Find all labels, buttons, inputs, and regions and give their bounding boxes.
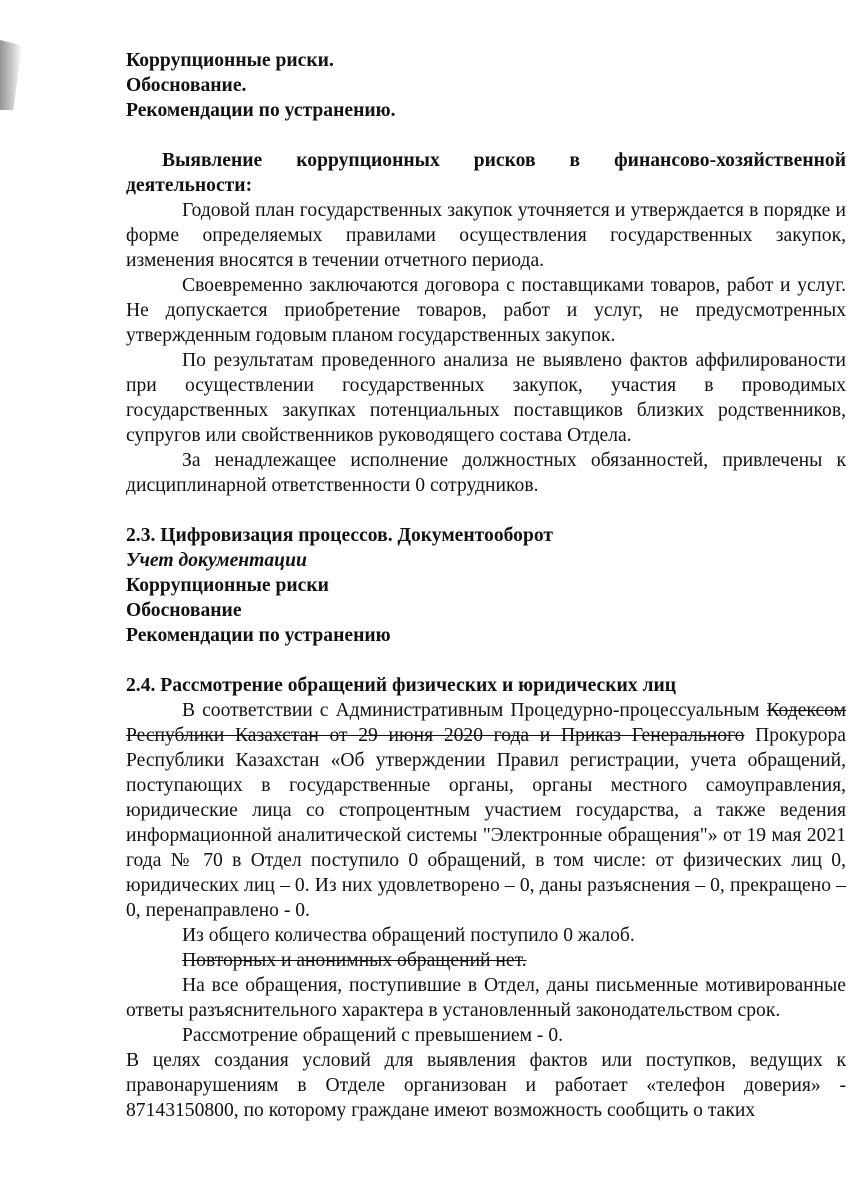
financial-section-heading: Выявление коррупционных рисков в финансово-хозяйственной деятельности:	[126, 150, 846, 196]
section-2-3-subheading: Учет документации	[126, 550, 307, 571]
paragraph-1-start: В соответствии с Административным Процедурно-процессуальным	[182, 700, 767, 721]
section-2-4-paragraph-1	[126, 698, 846, 923]
section-2-4-paragraph-4: На все обращения, поступившие в Отдел, даны письменные мотивированные ответы разъяснительного характера в установленный законодательством срок.	[126, 975, 846, 1021]
paragraph-1-end: Прокурора Республики Казахстан «Об утверждении Правил регистрации, учета обращений, поступающих в государственные органы, органы местного самоуправления, юридические лица со стопроцентным участием государства, а также ведения информационной аналитической системы "Электронные обращения"» от 19 мая 2021 года № 70 в Отдел поступило 0 обращений, в том числе: от физических лиц 0, юридических лиц – 0. Из них удовлетворено – 0, даны разъяснения – 0, прекращено – 0, перенаправлено - 0.	[126, 725, 846, 921]
section-2-3-line-recommendations: Рекомендации по устранению	[126, 625, 391, 646]
section-2-4-paragraph-2: Из общего количества обращений поступило 0 жалоб.	[182, 925, 635, 946]
financial-paragraph-2: Своевременно заключаются договора с поставщиками товаров, работ и услуг. Не допускается приобретение товаров, работ и услуг, не предусмотренных утвержденным годовым планом государственных закупок.	[126, 275, 846, 346]
heading-recommendations: Рекомендации по устранению.	[126, 100, 396, 121]
section-2-3-line-justification: Обоснование	[126, 600, 242, 621]
section-2-4-paragraph-5: Рассмотрение обращений с превышением - 0.	[182, 1025, 564, 1046]
section-2-4-paragraph-3	[126, 948, 846, 973]
heading-corruption-risks: Коррупционные риски.	[126, 50, 334, 71]
section-2-3-heading: 2.3. Цифровизация процессов. Документооборот	[126, 525, 554, 546]
scan-edge-shadow	[0, 40, 22, 110]
heading-justification: Обоснование.	[126, 75, 247, 96]
section-2-4-heading: 2.4. Рассмотрение обращений физических и юридических лиц	[126, 675, 677, 696]
section-2-4-paragraph-6: В целях создания условий для выявления фактов или поступков, ведущих к правонарушениям в Отделе организован и работает «телефон доверия» - 87143150800, по которому граждане имеют возможность сообщить о таких	[126, 1050, 846, 1121]
spacer	[126, 648, 846, 673]
spacer	[126, 498, 846, 523]
financial-paragraph-3: По результатам проведенного анализа не выявлено фактов аффилированости при осуществлении государственных закупок, участия в проводимых государственных закупках потенциальных поставщиков близких родственников, супругов или свойственников руководящего состава Отдела.	[126, 350, 846, 446]
struck-through-text: Повторных и анонимных обращений нет.	[182, 950, 527, 971]
section-2-3-line-risks: Коррупционные риски	[126, 575, 329, 596]
document-page	[126, 48, 846, 1123]
spacer	[126, 123, 846, 148]
financial-paragraph-1: Годовой план государственных закупок уточняется и утверждается в порядке и форме определяемых правилами осуществления государственных закупок, изменения вносятся в течении отчетного периода.	[126, 200, 846, 271]
financial-paragraph-4: За ненадлежащее исполнение должностных обязанностей, привлечены к дисциплинарной ответственности 0 сотрудников.	[126, 450, 846, 496]
struck-through-text: Кодексом Республики Казахстан от 29 июня 2020 года и Приказ Генерального	[126, 700, 846, 746]
